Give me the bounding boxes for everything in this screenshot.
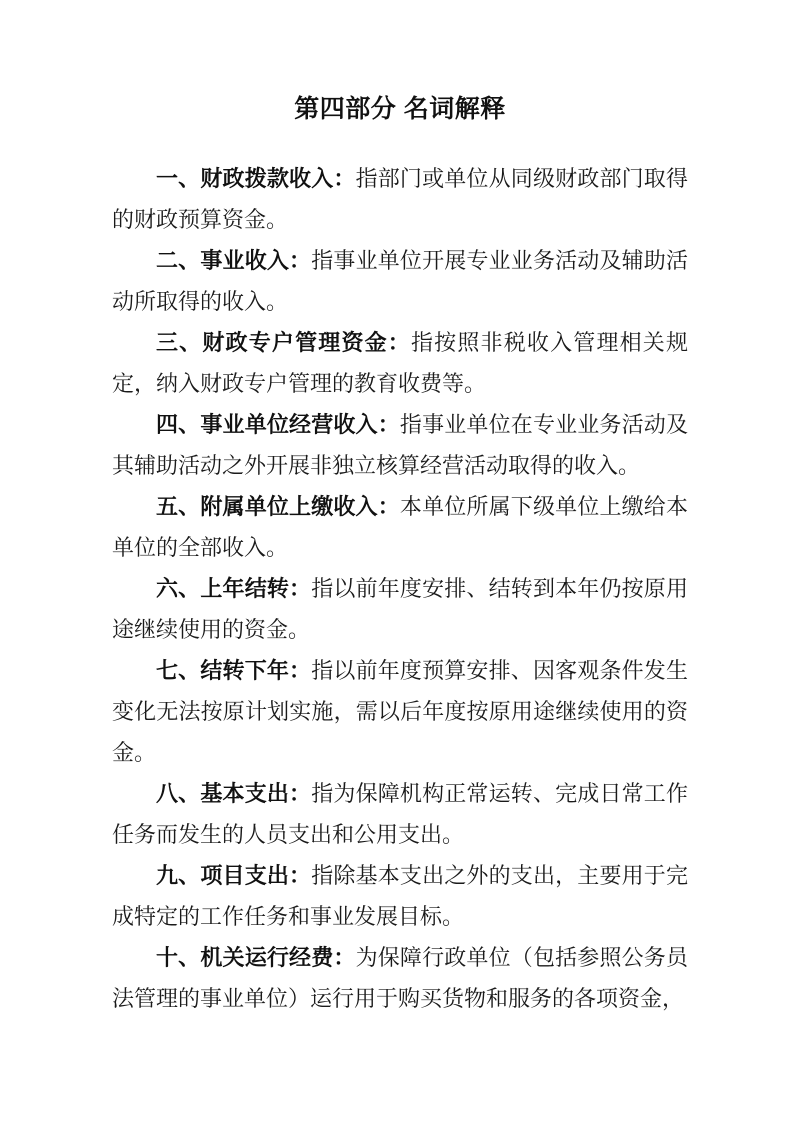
term-label: 九、项目支出： — [156, 863, 312, 888]
term-definition: 指事业单位在专业业务活动及其辅助活动之外开展非独立核算经营活动取得的收入。 — [112, 412, 688, 478]
term-paragraph — [112, 404, 688, 486]
term-definition: 指以前年度安排、结转到本年仍按原用途继续使用的资金。 — [112, 576, 688, 642]
term-paragraph — [112, 568, 688, 650]
term-definition: 指为保障机构正常运转、完成日常工作任务而发生的人员支出和公用支出。 — [112, 781, 688, 847]
term-label: 八、基本支出： — [156, 781, 312, 806]
term-label: 七、结转下年： — [156, 658, 312, 683]
term-label: 十、机关运行经费： — [156, 945, 356, 970]
term-definition: 指事业单位开展专业业务活动及辅助活动所取得的收入。 — [112, 248, 688, 314]
term-definition: 指部门或单位从同级财政部门取得的财政预算资金。 — [112, 166, 688, 232]
term-definition: 指以前年度预算安排、因客观条件发生变化无法按原计划实施，需以后年度按原用途继续使用的资金。 — [112, 658, 688, 765]
term-label: 六、上年结转： — [156, 576, 312, 601]
term-paragraph — [112, 486, 688, 568]
term-paragraph — [112, 240, 688, 322]
term-label: 一、财政拨款收入： — [156, 166, 356, 191]
term-label: 五、附属单位上缴收入： — [156, 494, 400, 519]
term-paragraph — [112, 937, 688, 1019]
document-body — [112, 158, 688, 1019]
term-paragraph — [112, 855, 688, 937]
page-title: 第四部分 名词解释 — [294, 95, 506, 123]
page-content — [112, 0, 688, 1019]
term-paragraph — [112, 158, 688, 240]
term-definition: 本单位所属下级单位上缴给本单位的全部收入。 — [112, 494, 688, 560]
term-definition: 为保障行政单位（包括参照公务员法管理的事业单位）运行用于购买货物和服务的各项资金， — [112, 945, 688, 1011]
term-definition: 指除基本支出之外的支出，主要用于完成特定的工作任务和事业发展目标。 — [112, 863, 688, 929]
term-paragraph — [112, 650, 688, 773]
term-paragraph — [112, 773, 688, 855]
term-label: 四、事业单位经营收入： — [156, 412, 400, 437]
term-definition: 指按照非税收入管理相关规定，纳入财政专户管理的教育收费等。 — [112, 330, 688, 396]
term-label: 三、财政专户管理资金： — [156, 330, 411, 355]
term-paragraph — [112, 322, 688, 404]
term-label: 二、事业收入： — [156, 248, 312, 273]
